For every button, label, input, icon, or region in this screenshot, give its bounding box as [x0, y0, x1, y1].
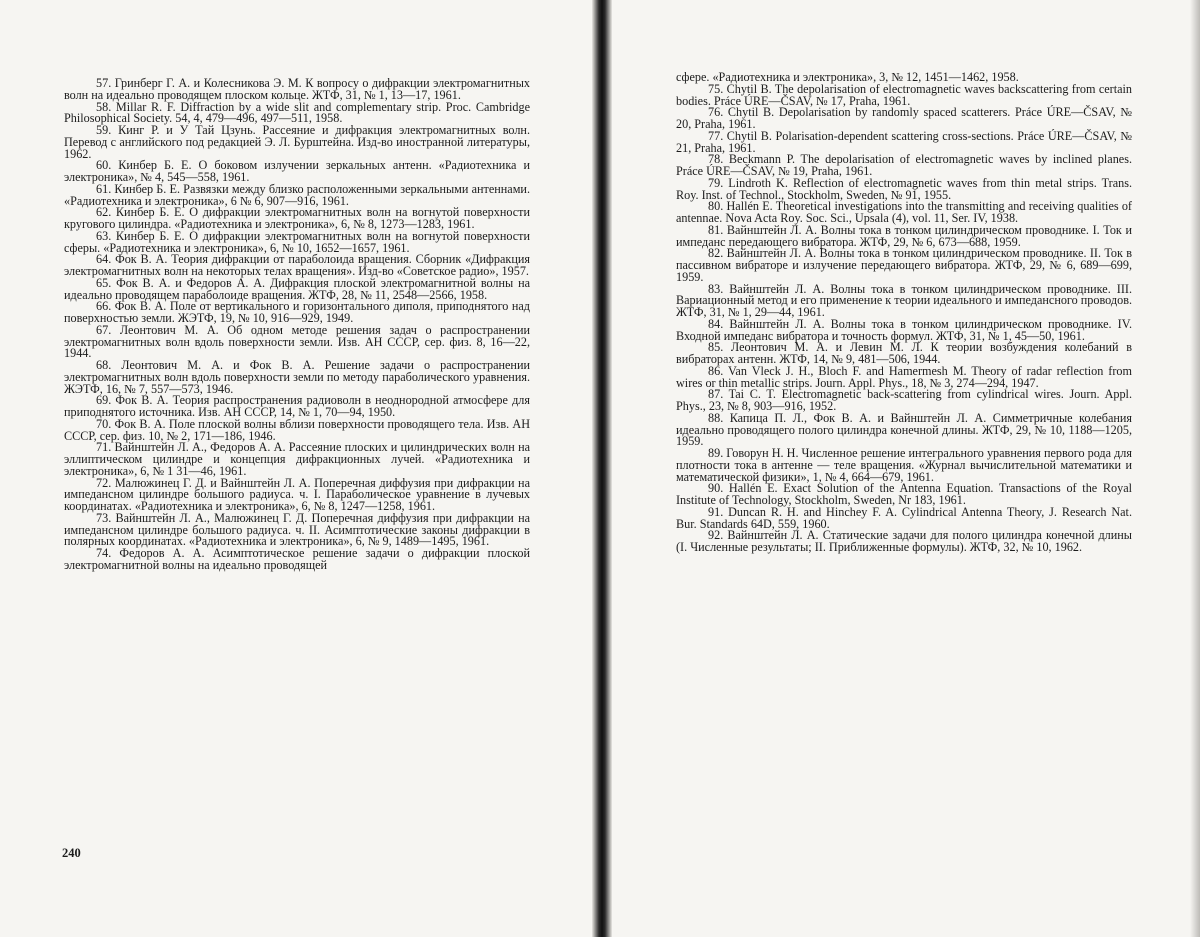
reference-entry: 78. Beckmann P. The depolarisation of electromagnetic waves by inclined planes. Práce ÚRE—ČSAV, № 19, Praha, 1961.: [676, 152, 1132, 178]
reference-entry: сфере. «Радиотехника и электроника», 3, № 12, 1451—1462, 1958.: [676, 70, 1019, 84]
reference-entry: 90. Hallén E. Exact Solution of the Antenna Equation. Transactions of the Royal Institute of Technology, Stockholm, Sweden, Nr 183, 1961.: [676, 481, 1132, 507]
reference-entry: 71. Вайнштейн Л. А., Федоров А. А. Рассеяние плоских и цилиндрических волн на эллиптическом цилиндре и концепция дифракционных лучей. «Радиотехника и электроника», 6, № 1 31—46, 1961.: [64, 440, 530, 478]
reference-entry: 84. Вайнштейн Л. А. Волны тока в тонком цилиндрическом проводнике. IV. Входной импеданс вибратора и точность формул. ЖТФ, 31, № 1, 45—50, 1961.: [676, 316, 1132, 343]
reference-entry: 75. Chytil B. The depolarisation of electromagnetic waves backscattering from certain bodies. Práce ÚRE—ČSAV, № 17, Praha, 1961.: [676, 81, 1132, 108]
reference-entry: 69. Фок В. А. Теория распространения радиоволн в неоднородной атмосфере для приподнятого источника. Изв. АН СССР, 14, № 1, 70—94, 1950.: [64, 393, 530, 419]
reference-entry: 64. Фок В. А. Теория дифракции от параболоида вращения. Сборник «Дифракция электромагнитных волн на некоторых телах вращения». Изд-во «Советское радио», 1957.: [64, 252, 530, 278]
reference-entry: 58. Millar R. F. Diffraction by a wide slit and complementary strip. Proc. Cambridge Philosophical Society. 54, 4, 479—496, 497—511, 1958.: [64, 99, 530, 126]
reference-entry: 60. Кинбер Б. Е. О боковом излучении зеркальных антенн. «Радиотехника и электроника», № 4, 545—558, 1961.: [64, 158, 530, 184]
reference-entry: 65. Фок В. А. и Федоров А. А. Дифракция плоской электромагнитной волны на идеально проводящем параболоиде вращения. ЖТФ, 28, № 11, 2548—2566, 1958.: [64, 275, 530, 302]
right-page: [604, 0, 1200, 937]
reference-entry: 82. Вайнштейн Л. А. Волны тока в тонком цилиндрическом проводнике. II. Ток в пассивном вибраторе и излучение передающего вибратора. ЖТФ, 29, № 6, 689—699, 1959.: [676, 246, 1132, 284]
reference-entry: 81. Вайнштейн Л. А. Волны тока в тонком цилиндрическом проводнике. I. Ток и импеданс передающего вибратора. ЖТФ, 29, № 6, 673—688, 1959.: [676, 222, 1132, 249]
reference-entry: 63. Кинбер Б. Е. О дифракции электромагнитных волн на вогнутой поверхности сферы. «Радиотехника и электроника», 6, № 10, 1652—1657, 1961.: [64, 228, 530, 255]
left-page: [0, 0, 596, 937]
reference-entry: 68. Леонтович М. А. и Фок В. А. Решение задачи о распространении электромагнитных волн вдоль поверхности земли по методу параболического уравнения. ЖЭТФ, 16, № 7, 557—573, 1946.: [64, 358, 530, 396]
reference-entry: 91. Duncan R. H. and Hinchey F. A. Cylindrical Antenna Theory, J. Research Nat. Bur. Standards 64D, 559, 1960.: [676, 504, 1132, 531]
reference-entry: 73. Вайнштейн Л. А., Малюжинец Г. Д. Поперечная диффузия при дифракции на импедансном цилиндре большого радиуса. ч. II. Асимптотические законы дифракции в полярных координатах. «Радиотехника и электроника», 6, № 9, 1489—1495, 1961.: [64, 510, 530, 549]
right-references: [676, 72, 1132, 554]
left-references: [64, 78, 530, 572]
reference-entry: 66. Фок В. А. Поле от вертикального и горизонтального диполя, приподнятого над поверхностью земли. ЖЭТФ, 19, № 10, 916—929, 1949.: [64, 299, 530, 325]
reference-entry: 62. Кинбер Б. Е. О дифракции электромагнитных волн на вогнутой поверхности кругового цилиндра. «Радиотехника и электроника», 6, № 8, 1273—1283, 1961.: [64, 205, 530, 231]
reference-entry: 76. Chytil B. Depolarisation by randomly spaced scatterers. Práce ÚRE—ČSAV, № 20, Praha, 1961.: [676, 105, 1132, 131]
reference-entry: 89. Говорун Н. Н. Численное решение интегрального уравнения первого рода для плотности тока в антенне — теле вращения. «Журнал вычислительной математики и математической физики», 1, № 4, 664—679, 1961.: [676, 446, 1132, 484]
reference-entry: 80. Hallén E. Theoretical investigations into the transmitting and receiving qualities of antennae. Nova Acta Roy. Soc. Sci., Upsala (4), vol. 11, Ser. IV, 1938.: [676, 199, 1132, 225]
reference-entry: 85. Леонтович М. А. и Левин М. Л. К теории возбуждения колебаний в вибраторах антенн. ЖТФ, 14, № 9, 481—506, 1944.: [676, 340, 1132, 366]
reference-entry: 59. Кинг Р. и У Тай Цзунь. Рассеяние и дифракция электромагнитных волн. Перевод с английского под редакцией Э. Л. Бурштейна. Изд-во иностранной литературы, 1962.: [64, 123, 530, 161]
reference-entry: 79. Lindroth K. Reflection of electromagnetic waves from thin metal strips. Trans. Roy. Inst. of Technol., Stockholm, Sweden, № 91, 1955.: [676, 175, 1132, 202]
page-edge-shadow: [1190, 0, 1200, 937]
reference-entry: 72. Малюжинец Г. Д. и Вайнштейн Л. А. Поперечная диффузия при дифракции на импедансном цилиндре большого радиуса. ч. I. Параболическое уравнение в лучевых координатах. «Радиотехника и электроника», 6, № 8, 1247—1258, 1961.: [64, 475, 530, 513]
reference-entry: 77. Chytil B. Polarisation-dependent scattering cross-sections. Práce ÚRE—ČSAV, № 21, Praha, 1961.: [676, 128, 1132, 155]
reference-entry: 86. Van Vleck J. H., Bloch F. and Hamermesh M. Theory of radar reflection from wires or thin metallic strips. Journ. Appl. Phys., 18, № 3, 274—294, 1947.: [676, 363, 1132, 390]
reference-entry: 70. Фок В. А. Поле плоской волны вблизи поверхности проводящего тела. Изв. АН СССР, сер. физ. 10, № 2, 171—186, 1946.: [64, 416, 530, 443]
reference-entry: 87. Tai C. T. Electromagnetic back-scattering from cylindrical wires. Journ. Appl. Phys., 23, № 8, 903—916, 1952.: [676, 387, 1132, 413]
reference-entry: 83. Вайнштейн Л. А. Волны тока в тонком цилиндрическом проводнике. III. Вариационный метод и его применение к теории идеального и импедансного проводов. ЖТФ, 31, № 1, 29—44, 1961.: [676, 281, 1132, 319]
reference-entry: 88. Капица П. Л., Фок В. А. и Вайнштейн Л. А. Симметричные колебания идеально проводящего полого цилиндра конечной длины. ЖТФ, 29, № 10, 1188—1205, 1959.: [676, 410, 1132, 449]
reference-entry: 57. Гринберг Г. А. и Колесникова Э. М. К вопросу о дифракции электромагнитных волн на идеально проводящем плоском кольце. ЖТФ, 31, № 1, 13—17, 1961.: [64, 76, 530, 102]
page-number: 240: [62, 846, 81, 860]
reference-entry: 92. Вайнштейн Л. А. Статические задачи для полого цилиндра конечной длины (I. Численные результаты; II. Приближенные формулы). ЖТФ, 32, № 10, 1962.: [676, 528, 1132, 554]
reference-entry: 67. Леонтович М. А. Об одном методе решения задач о распространении электромагнитных волн вдоль поверхности земли. Изв. АН СССР, сер. физ. 8, 16—22, 1944.: [64, 322, 530, 361]
reference-entry: 74. Федоров А. А. Асимптотическое решение задачи о дифракции плоской электромагнитной волны на идеально проводящей: [64, 546, 530, 572]
book-spine: [592, 0, 612, 937]
reference-entry: 61. Кинбер Б. Е. Развязки между близко расположенными зеркальными антеннами. «Радиотехника и электроника», 6 № 6, 907—916, 1961.: [64, 181, 530, 208]
